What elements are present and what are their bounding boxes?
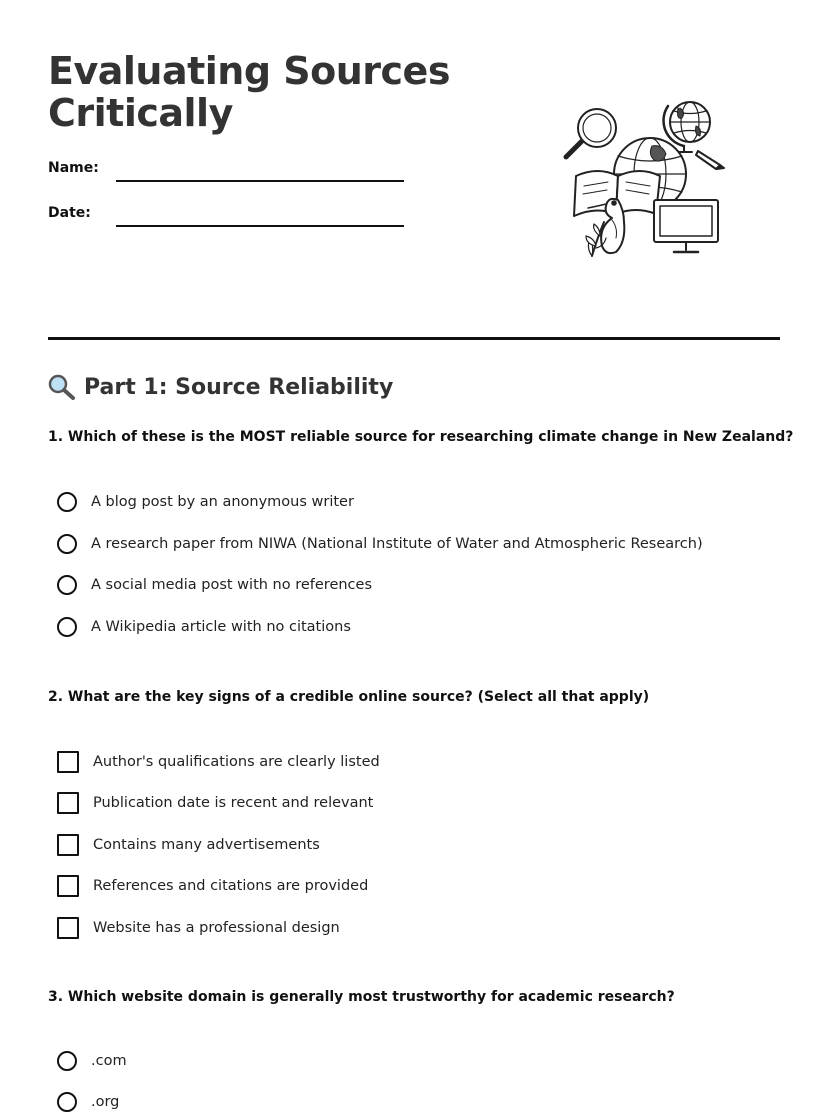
q2-option-1[interactable] bbox=[57, 751, 380, 773]
option-label: Contains many advertisements bbox=[93, 837, 320, 853]
q3-option-1[interactable] bbox=[57, 1051, 127, 1071]
option-label: A blog post by an anonymous writer bbox=[91, 494, 354, 510]
checkbox[interactable] bbox=[57, 751, 79, 773]
option-label: A Wikipedia article with no citations bbox=[91, 619, 351, 635]
radio-button[interactable] bbox=[57, 1051, 77, 1071]
radio-button[interactable] bbox=[57, 534, 77, 554]
monitor-icon bbox=[654, 200, 718, 252]
checkbox[interactable] bbox=[57, 875, 79, 897]
q2-option-2[interactable] bbox=[57, 792, 373, 814]
radio-button[interactable] bbox=[57, 617, 77, 637]
q3-option-2[interactable] bbox=[57, 1092, 119, 1112]
q1-option-4[interactable] bbox=[57, 617, 351, 637]
option-label: .com bbox=[91, 1053, 127, 1069]
magnifying-glass-icon bbox=[566, 109, 616, 157]
radio-button[interactable] bbox=[57, 1092, 77, 1112]
pencil-icon bbox=[696, 151, 724, 169]
option-label: A research paper from NIWA (National Institute of Water and Atmospheric Research) bbox=[91, 536, 703, 552]
q2-option-5[interactable] bbox=[57, 917, 340, 939]
title-line-1: Evaluating Sources bbox=[48, 49, 450, 93]
part-1-heading bbox=[48, 374, 393, 400]
option-label: Website has a professional design bbox=[93, 920, 340, 936]
question-3: 3. Which website domain is generally most trustworthy for academic research? bbox=[48, 989, 675, 1005]
research-illustration bbox=[556, 96, 732, 262]
worksheet-title bbox=[48, 50, 450, 134]
date-label: Date: bbox=[48, 205, 91, 221]
checkbox[interactable] bbox=[57, 792, 79, 814]
q1-option-3[interactable] bbox=[57, 575, 372, 595]
option-label: References and citations are provided bbox=[93, 878, 369, 894]
radio-button[interactable] bbox=[57, 492, 77, 512]
date-field[interactable] bbox=[116, 225, 404, 227]
magnifying-glass-icon bbox=[48, 374, 76, 400]
option-label: Publication date is recent and relevant bbox=[93, 795, 374, 811]
name-label: Name: bbox=[48, 160, 99, 176]
option-label: Author's qualifications are clearly listed bbox=[93, 754, 380, 770]
q2-option-3[interactable] bbox=[57, 834, 320, 856]
option-label: .org bbox=[91, 1094, 120, 1110]
name-field[interactable] bbox=[116, 180, 404, 182]
title-line-2: Critically bbox=[48, 91, 233, 135]
question-2: 2. What are the key signs of a credible online source? (Select all that apply) bbox=[48, 689, 650, 705]
checkbox[interactable] bbox=[57, 834, 79, 856]
q1-option-1[interactable] bbox=[57, 492, 354, 512]
radio-button[interactable] bbox=[57, 575, 77, 595]
q1-option-2[interactable] bbox=[57, 534, 703, 554]
section-divider bbox=[48, 337, 780, 340]
q2-option-4[interactable] bbox=[57, 875, 368, 897]
part-1-title: Part 1: Source Reliability bbox=[84, 374, 394, 400]
checkbox[interactable] bbox=[57, 917, 79, 939]
question-1: 1. Which of these is the MOST reliable source for researching climate change in New Zealand? bbox=[48, 429, 794, 445]
option-label: A social media post with no references bbox=[91, 577, 373, 593]
